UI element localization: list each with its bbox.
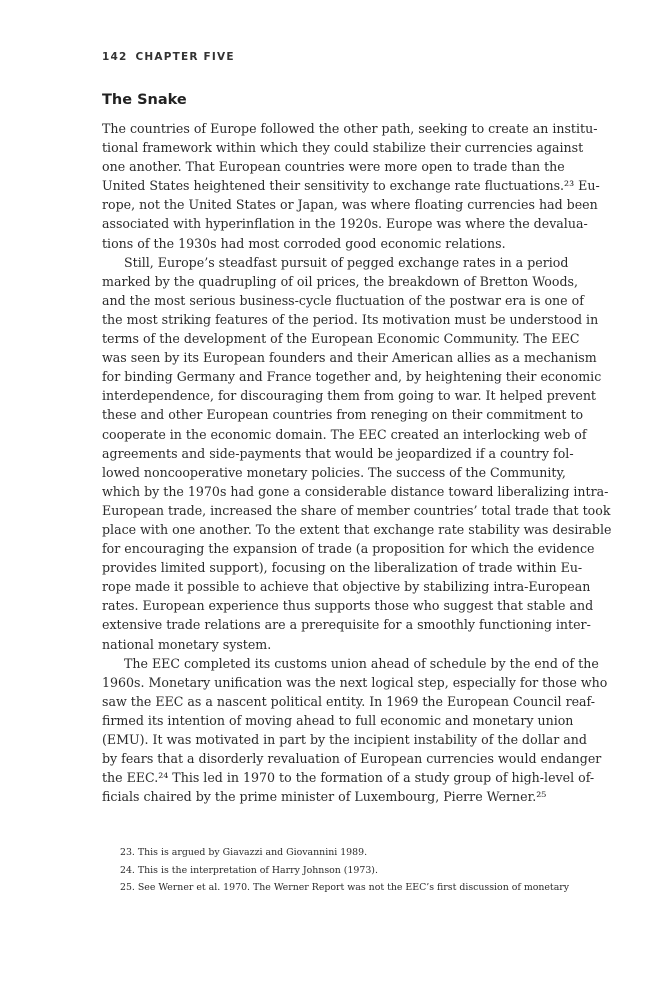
body-line: rope, not the United States or Japan, was where floating currencies had been	[102, 197, 598, 213]
body-line: was seen by its European founders and their American allies as a mechanism	[102, 350, 597, 366]
body-line: by fears that a disorderly revaluation of European currencies would endanger	[102, 751, 602, 767]
body-line: which by the 1970s had gone a considerable distance toward liberalizing intra-	[102, 483, 609, 499]
body-line: tional framework within which they could stabilize their currencies against	[102, 140, 584, 156]
section-heading: The Snake	[102, 92, 187, 108]
body-line: one another. That European countries were more open to trade than the	[102, 159, 565, 175]
body-line: provides limited support), focusing on the liberalization of trade within Eu-	[102, 560, 583, 576]
body-line: (EMU). It was motivated in part by the incipient instability of the dollar and	[102, 732, 587, 747]
body-line: 1960s. Monetary unification was the next logical step, especially for those who	[102, 674, 608, 690]
body-line: terms of the development of the European Economic Community. The EEC	[102, 331, 580, 347]
body-line: marked by the quadrupling of oil prices, the breakdown of Bretton Woods,	[102, 273, 578, 289]
body-line: rates. European experience thus supports those who suggest that stable and	[102, 598, 594, 614]
chapter-label: CHAPTER FIVE	[135, 51, 235, 63]
running-head	[102, 51, 235, 63]
body-line: the most striking features of the period. Its motivation must be understood in	[102, 311, 599, 327]
body-line: tions of the 1930s had most corroded good economic relations.	[102, 235, 506, 251]
body-line: agreements and side-payments that would be jeopardized if a country fol-	[102, 445, 574, 461]
body-line: for encouraging the expansion of trade (a proposition for which the evidence	[102, 541, 595, 557]
body-line: firmed its intention of moving ahead to full economic and monetary union	[102, 712, 574, 728]
page-number: 142	[102, 51, 128, 63]
body-text	[102, 119, 612, 806]
footnote-25: 25. See Werner et al. 1970. The Werner Report was not the EEC’s first discussion of monetary	[120, 882, 570, 893]
body-line: cooperate in the economic domain. The EEC created an interlocking web of	[102, 426, 587, 442]
body-line: United States heightened their sensitivity to exchange rate fluctuations.²³ Eu-	[102, 178, 600, 194]
body-line: The EEC completed its customs union ahead of schedule by the end of the	[124, 655, 599, 671]
body-line: interdependence, for discouraging them from going to war. It helped prevent	[102, 388, 596, 404]
body-line: national monetary system.	[102, 636, 272, 652]
body-line: and the most serious business-cycle fluctuation of the postwar era is one of	[102, 292, 584, 308]
body-line: ficials chaired by the prime minister of Luxembourg, Pierre Werner.²⁵	[102, 789, 547, 805]
body-line: these and other European countries from reneging on their commitment to	[102, 407, 584, 423]
body-line: associated with hyperinflation in the 1920s. Europe was where the devalua-	[102, 216, 588, 232]
body-line: The countries of Europe followed the other path, seeking to create an institu-	[102, 121, 598, 136]
body-line: lowed noncooperative monetary policies. The success of the Community,	[102, 464, 566, 480]
body-line: place with one another. To the extent that exchange rate stability was desirable	[102, 521, 612, 537]
body-line: saw the EEC as a nascent political entity. In 1969 the European Council reaf-	[102, 693, 596, 709]
body-line: for binding Germany and France together and, by heightening their economic	[102, 369, 602, 385]
footnotes	[120, 844, 570, 897]
body-line: the EEC.²⁴ This led in 1970 to the formation of a study group of high-level of-	[102, 770, 595, 786]
body-line: Still, Europe’s steadfast pursuit of pegged exchange rates in a period	[124, 254, 569, 270]
body-line: European trade, increased the share of member countries’ total trade that took	[102, 502, 611, 518]
footnote-23: 23. This is argued by Giavazzi and Giovannini 1989.	[120, 847, 368, 858]
body-line: rope made it possible to achieve that objective by stabilizing intra-European	[102, 579, 591, 595]
footnote-24: 24. This is the interpretation of Harry Johnson (1973).	[120, 864, 378, 876]
body-line: extensive trade relations are a prerequisite for a smoothly functioning inter-	[102, 617, 591, 633]
